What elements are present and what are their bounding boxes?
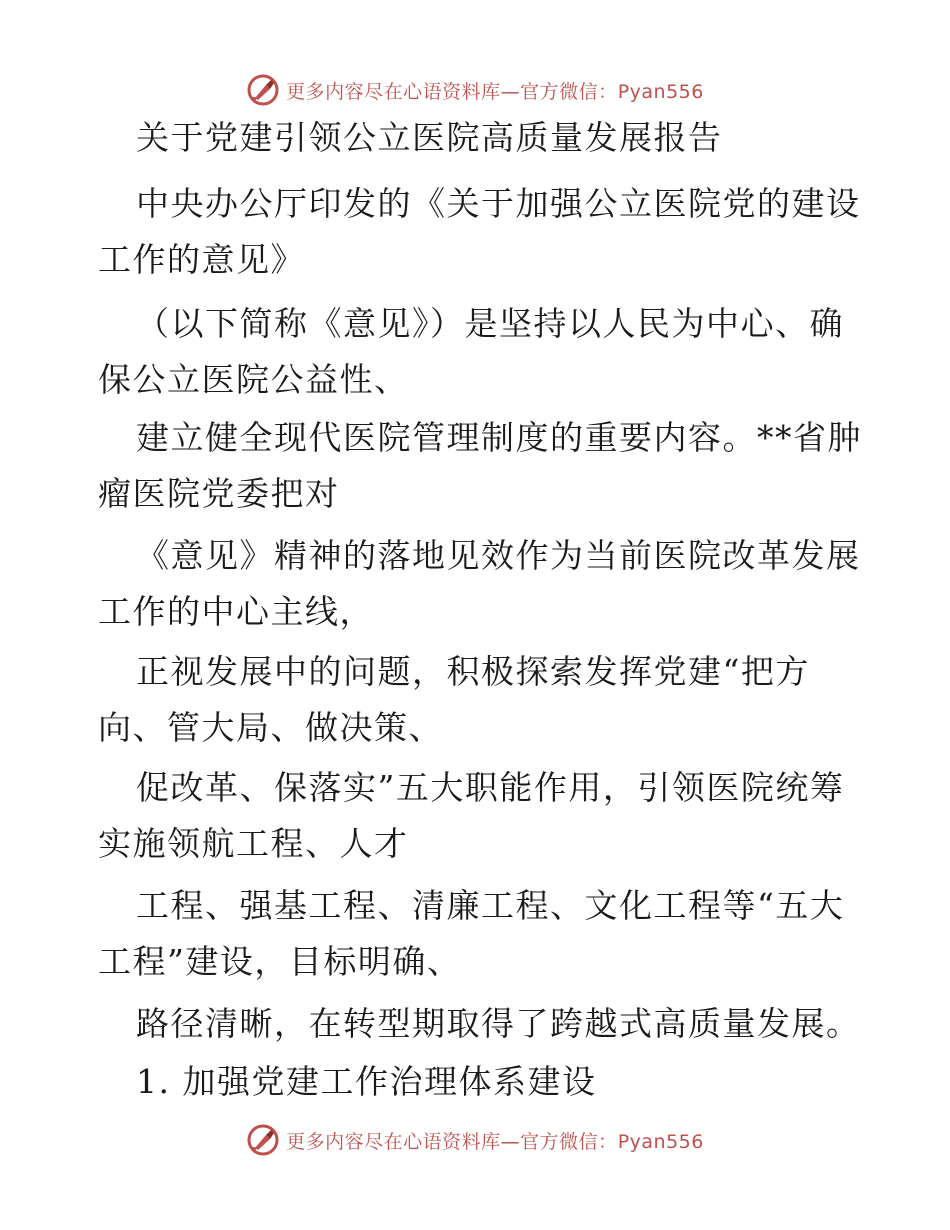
- paragraph-line: 《意见》精神的落地见效作为当前医院改革发展: [136, 536, 861, 575]
- paragraph-line: 工作的中心主线，: [98, 592, 374, 631]
- paragraph-line: 促改革、保落实”五大职能作用，引领医院统筹: [136, 768, 845, 807]
- paragraph-line: 实施领航工程、人才: [98, 824, 409, 863]
- section-heading: 1. 加强党建工作治理体系建设: [136, 1062, 597, 1101]
- paragraph-line: 路径清晰，在转型期取得了跨越式高质量发展。: [136, 1004, 861, 1043]
- pen-nib-logo-icon: [246, 73, 280, 107]
- watermark-wechat-id: Pyan556: [617, 80, 704, 103]
- watermark-separator: —: [500, 1130, 521, 1153]
- pen-nib-logo-icon: [246, 1123, 280, 1157]
- watermark-header: [0, 70, 950, 110]
- watermark-wechat-label: 官方微信：: [520, 1130, 618, 1153]
- watermark-wechat-id: Pyan556: [617, 1130, 704, 1153]
- paragraph-line: 保公立医院公益性、: [98, 360, 409, 399]
- watermark-text: 更多内容尽在心语资料库: [286, 1130, 501, 1153]
- watermark-wechat-label: 官方微信：: [520, 80, 618, 103]
- paragraph-line: 瘤医院党委把对: [98, 474, 340, 513]
- watermark-footer: [0, 1120, 950, 1160]
- paragraph-line: （以下简称《意见》）是坚持以人民为中心、确: [136, 304, 844, 343]
- paragraph-line: 建立健全现代医院管理制度的重要内容。**省肿: [136, 418, 862, 457]
- paragraph-line: 中央办公厅印发的《关于加强公立医院党的建设: [136, 184, 861, 223]
- paragraph-line: 工程”建设，目标明确、: [98, 942, 462, 981]
- paragraph-line: 工程、强基工程、清廉工程、文化工程等“五大: [136, 886, 845, 925]
- paragraph-line: 工作的意见》: [98, 240, 305, 279]
- paragraph-line: 正视发展中的问题，积极探索发挥党建“把方: [136, 652, 810, 691]
- document-title: 关于党建引领公立医院高质量发展报告: [136, 118, 723, 157]
- watermark-text: 更多内容尽在心语资料库: [286, 80, 501, 103]
- watermark-separator: —: [500, 80, 521, 103]
- paragraph-line: 向、管大局、做决策、: [98, 708, 443, 747]
